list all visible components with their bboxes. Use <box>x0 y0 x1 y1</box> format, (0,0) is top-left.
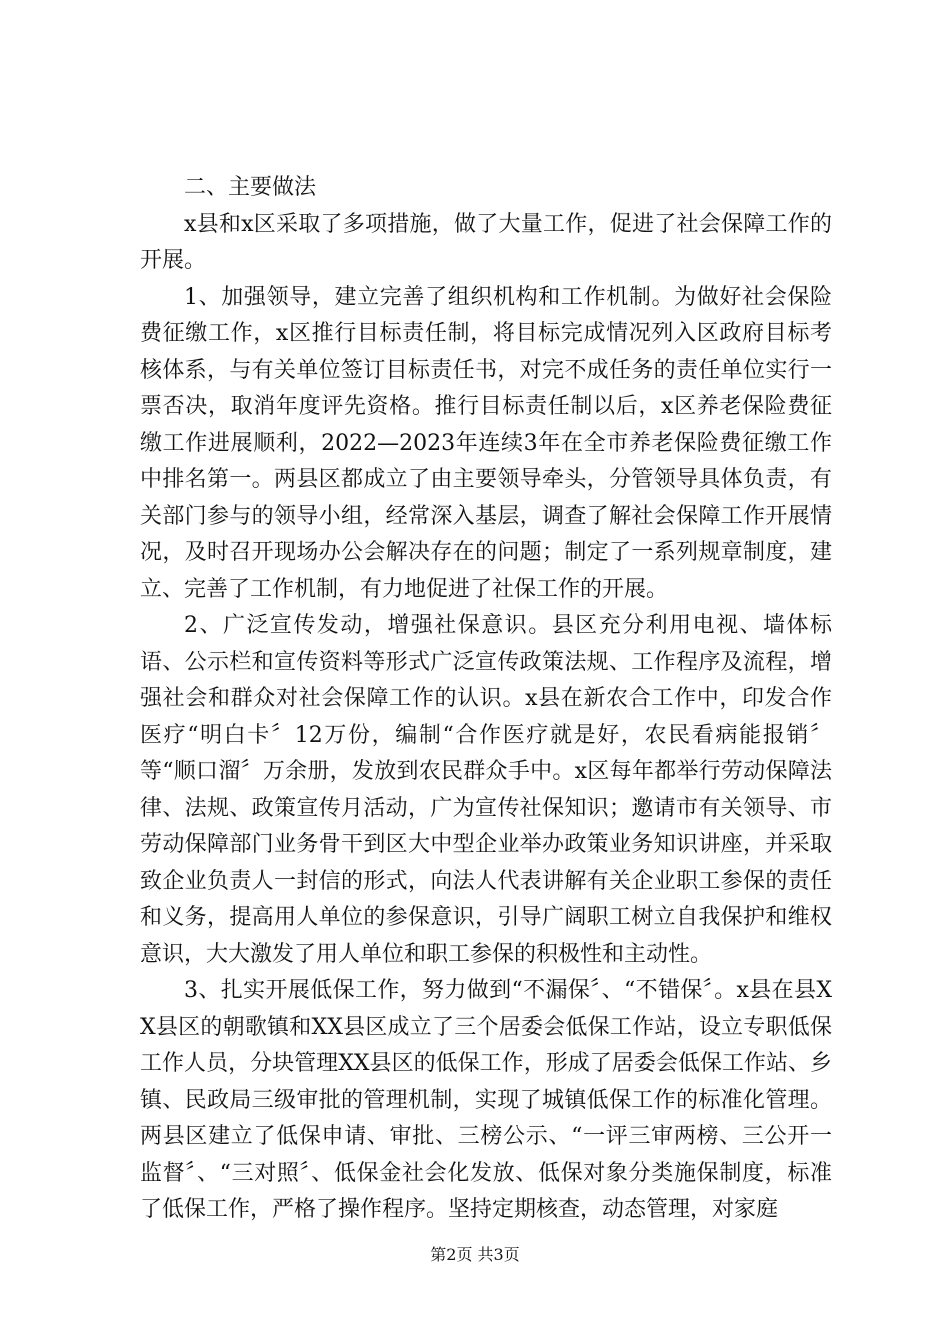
intro-paragraph: x县和x区采取了多项措施，做了大量工作，促进了社会保障工作的开展。 <box>140 211 832 273</box>
paragraph-leadership: 1、加强领导，建立完善了组织机构和工作机制。为做好社会保险费征缴工作，x区推行目标责任制，将目标完成情况列入区政府目标考核体系，与有关单位签订目标责任书，对完不成任务的责任单位实行一票否决，取消年度评先资格。推行目标责任制以后，x区养老保险费征缴工作进展顺利，2022—2023年连续3年在全市养老保险费征缴工作中排名第一。两县区都成立了由主要领导牵头，分管领导具体负责，有关部门参与的领导小组，经常深入基层，调查了解社会保障工作开展情况，及时召开现场办公会解决存在的问题；制定了一系列规章制度，建立、完善了工作机制，有力地促进了社保工作的开展。 <box>140 284 832 602</box>
document-body <box>140 170 832 1229</box>
section-heading: 二、主要做法 <box>184 175 317 200</box>
paragraph-publicity: 2、广泛宣传发动，增强社保意识。县区充分利用电视、墙体标语、公示栏和宣传资料等形式广泛宣传政策法规、工作程序及流程，增强社会和群众对社会保障工作的认识。x县在新农合工作中，印发合作医疗“明白卡〞12万份，编制“合作医疗就是好，农民看病能报销〞等“顺口溜〞万余册，发放到农民群众手中。x区每年都举行劳动保障法律、法规、政策宣传月活动，广为宣传社保知识；邀请市有关领导、市劳动保障部门业务骨干到区大中型企业举办政策业务知识讲座，并采取致企业负责人一封信的形式，向法人代表讲解有关企业职工参保的责任和义务，提高用人单位的参保意识，引导广阔职工树立自我保护和维权意识，大大激发了用人单位和职工参保的积极性和主动性。 <box>140 613 832 967</box>
page-footer: 第2页 共3页 <box>430 1245 520 1264</box>
paragraph-low-income-security: 3、扎实开展低保工作，努力做到“不漏保〞、“不错保〞。x县在县XX县区的朝歌镇和XX县区成立了三个居委会低保工作站，设立专职低保工作人员，分块管理XX县区的低保工作，形成了居委会低保工作站、乡镇、民政局三级审批的管理机制，实现了城镇低保工作的标准化管理。两县区建立了低保申请、审批、三榜公示、“一评三审两榜、三公开一监督〞、“三对照〞、低保金社会化发放、低保对象分类施保制度，标准了低保工作，严格了操作程序。坚持定期核查，动态管理，对家庭 <box>140 978 832 1222</box>
